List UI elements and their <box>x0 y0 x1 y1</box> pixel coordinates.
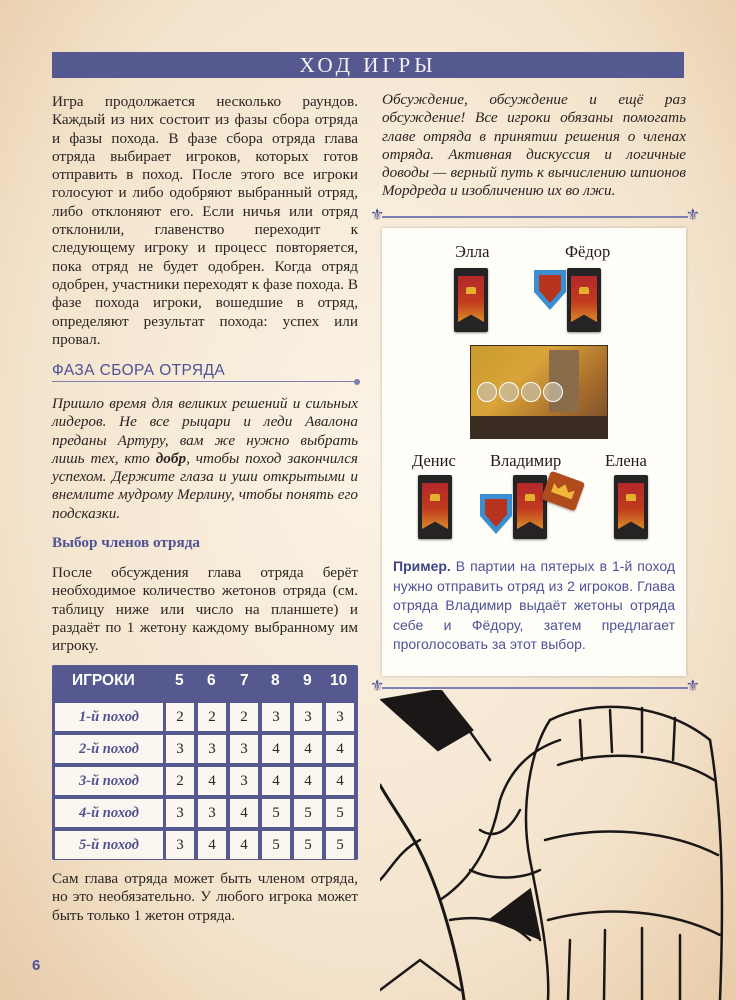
table-cell: 2 <box>166 703 194 731</box>
fleur-de-lis-icon: ⚜ <box>370 678 385 695</box>
table-cell: 4 <box>198 767 226 795</box>
table-cell: 5 <box>326 799 354 827</box>
table-cell: 5 <box>262 799 290 827</box>
table-cell: 3 <box>166 799 194 827</box>
flavor-emphasis: добр <box>155 449 187 467</box>
table-header-count: 6 <box>207 672 216 689</box>
fleur-de-lis-icon: ⚜ <box>370 207 385 224</box>
table-cell: 4 <box>230 799 258 827</box>
table-header-players: ИГРОКИ <box>72 672 135 689</box>
flavor-text-part: Пришло время для великих решений и сильных лидеров. Не все рыцари и леди Авалона преданы Артуру, вам же нужно выбрать лишь тех, кто <box>52 395 358 467</box>
fleur-de-lis-icon: ⚜ <box>685 207 700 224</box>
quest-label: 2-й поход <box>55 735 163 763</box>
table-cell: 3 <box>262 703 290 731</box>
quest-size-table <box>52 665 358 860</box>
table-cell: 5 <box>294 799 322 827</box>
table-cell: 5 <box>262 831 290 859</box>
table-cell: 2 <box>230 703 258 731</box>
table-header-count: 7 <box>240 672 249 689</box>
table-cell: 4 <box>262 767 290 795</box>
selection-subheading: Выбор членов отряда <box>52 534 200 551</box>
example-label: Пример. <box>393 558 451 574</box>
selection-paragraph: После обсуждения глава отряда берёт необходимое количество жетонов отряда (см. таблицу ниже или число на планшете) и раздаёт по 1 жетону каждому выбранному им игроку. <box>52 564 358 655</box>
table-cell: 3 <box>326 703 354 731</box>
intro-paragraph: Игра продолжается несколько раундов. Каждый из них состоит из фазы сбора отряда и фазы похода. В фазе сбора отряда глава отряда выбирает игроков, которых готов отправить в поход. После этого все игроки голосуют и либо одобряют выбранный отряд, либо отклоняют его. Если ничья или отряд отклонили, главенство переходит к следующему игроку и процесс повторяется, пока отряд не будет одобрен. Когда отряд одобрен, участники переходят к фазе похода. В фазе похода игроки, вошедшие в отряд, определяют результат похода: успех или провал. <box>52 93 358 348</box>
quest-label: 3-й поход <box>55 767 163 795</box>
character-card <box>418 475 452 539</box>
quest-label: 1-й поход <box>55 703 163 731</box>
section-title-banner: ХОД ИГРЫ <box>52 52 684 78</box>
table-cell: 2 <box>198 703 226 731</box>
table-cell: 3 <box>198 799 226 827</box>
example-body: В партии на пятерых в 1-й поход нужно отправить отряд из 2 игроков. Глава отряда Владимир выдаёт жетоны отряда себе и Фёдору, затем предлагает проголосовать за этот выбор. <box>393 558 675 653</box>
character-card <box>567 268 601 332</box>
table-cell: 2 <box>166 767 194 795</box>
character-card <box>513 475 547 539</box>
fleur-de-lis-icon: ⚜ <box>685 678 700 695</box>
tower-illustration <box>380 690 736 1000</box>
tableau-board <box>470 345 608 439</box>
character-card <box>614 475 648 539</box>
table-cell: 4 <box>294 735 322 763</box>
phase-flavor-text <box>52 395 358 523</box>
example-caption <box>393 557 675 655</box>
flavor-text-part: , чтобы поход закончился успехом. Держите глаза и уши открытыми и внемлите мудрому Мерлину, чтобы понять его подсказки. <box>52 449 358 522</box>
player-name: Елена <box>605 451 647 470</box>
table-header-count: 10 <box>330 672 348 689</box>
phase-heading: ФАЗА СБОРА ОТРЯДА <box>52 362 354 382</box>
table-cell: 4 <box>262 735 290 763</box>
quest-label: 5-й поход <box>55 831 163 859</box>
table-cell: 3 <box>294 703 322 731</box>
player-name: Фёдор <box>565 242 611 261</box>
discussion-paragraph: Обсуждение, обсуждение и ещё раз обсуждение! Все игроки обязаны помогать главе отряда в принятии решения о членах отряда. Активная дискуссия и логичные доводы — верный путь к вычислению шпионов Мордреда и изобличению их во лжи. <box>382 91 686 200</box>
table-header-count: 8 <box>271 672 280 689</box>
table-cell: 4 <box>326 735 354 763</box>
table-cell: 4 <box>326 767 354 795</box>
page-number: 6 <box>32 957 41 974</box>
table-cell: 5 <box>294 831 322 859</box>
table-cell: 3 <box>230 767 258 795</box>
table-cell: 4 <box>198 831 226 859</box>
player-name: Денис <box>412 451 456 470</box>
character-card <box>454 268 488 332</box>
table-header-count: 5 <box>175 672 184 689</box>
table-cell: 3 <box>230 735 258 763</box>
table-cell: 3 <box>166 831 194 859</box>
table-cell: 4 <box>294 767 322 795</box>
leader-note-paragraph: Сам глава отряда может быть членом отряда, но это необязательно. У любого игрока может быть только 1 жетон отряда. <box>52 870 358 924</box>
player-name: Элла <box>455 242 490 261</box>
player-name: Владимир <box>490 451 562 470</box>
table-header-count: 9 <box>303 672 312 689</box>
table-cell: 3 <box>166 735 194 763</box>
table-cell: 3 <box>198 735 226 763</box>
table-cell: 5 <box>326 831 354 859</box>
ornament-divider <box>370 207 700 224</box>
table-cell: 4 <box>230 831 258 859</box>
quest-label: 4-й поход <box>55 799 163 827</box>
